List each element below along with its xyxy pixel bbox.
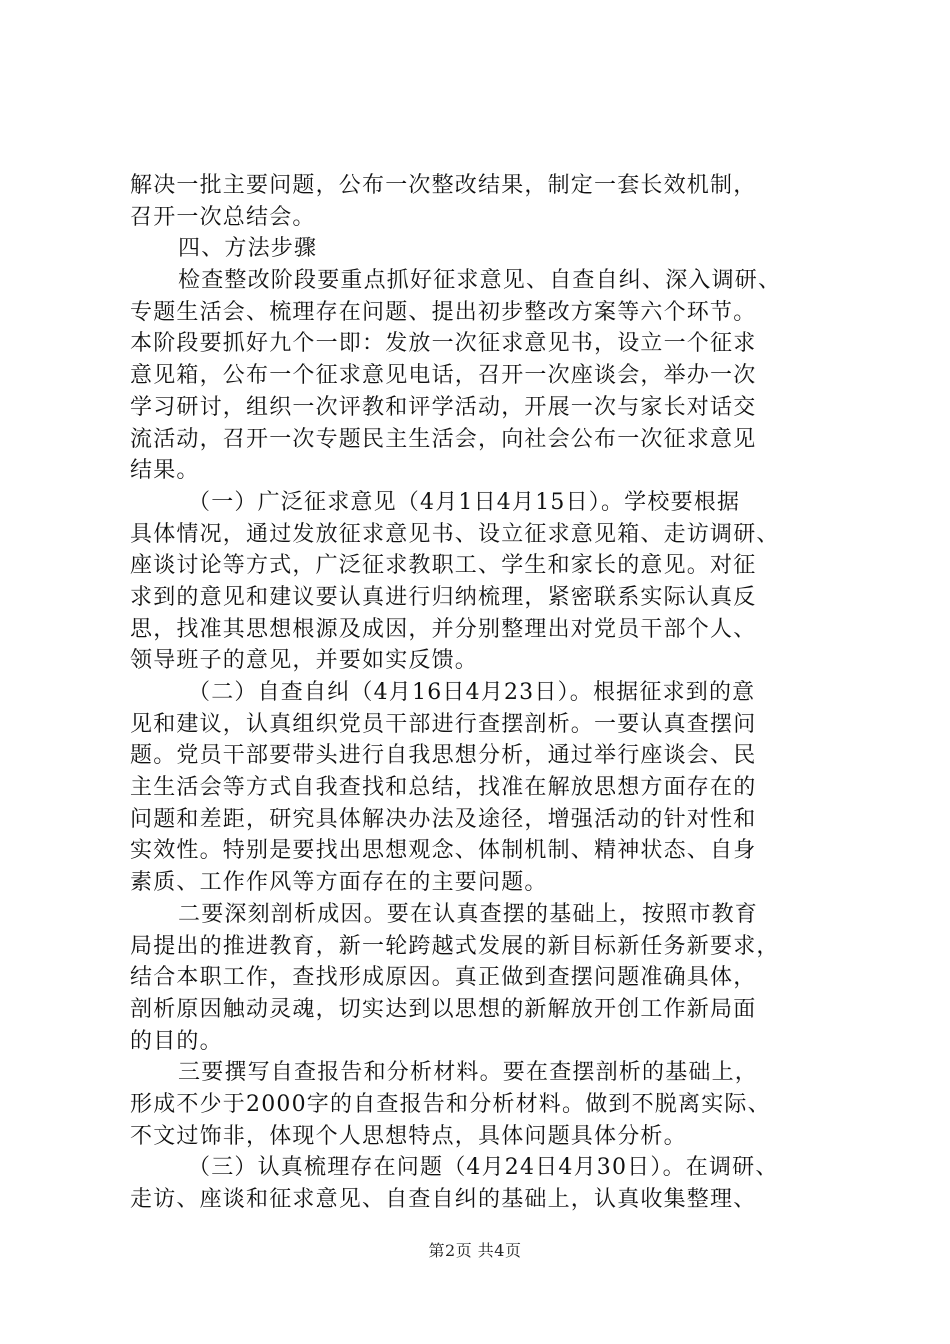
body-line: 思，找准其思想根源及成因，并分别整理出对党员干部个人、 <box>130 616 757 642</box>
body-line: 主生活会等方式自我查找和总结，找准在解放思想方面存在的 <box>130 775 757 801</box>
body-line: 意见箱，公布一个征求意见电话，召开一次座谈会，举办一次 <box>130 363 757 389</box>
body-line: 走访、座谈和征求意见、自查自纠的基础上，认真收集整理、 <box>130 1187 757 1212</box>
body-line: 二要深刻剖析成因。要在认真查摆的基础上，按照市教育 <box>178 901 759 927</box>
body-line: 结合本职工作，查找形成原因。真正做到查摆问题准确具体， <box>130 965 757 991</box>
body-line: 本阶段要抓好九个一即：发放一次征求意见书，设立一个征求 <box>130 331 757 357</box>
body-line: 问题和差距，研究具体解决办法及途径，增强活动的针对性和 <box>130 806 757 832</box>
body-line: 解决一批主要问题，公布一次整改结果，制定一套长效机制， <box>130 173 757 198</box>
subsection-line: （三）认真梳理存在问题（4月24日4月30日）。在调研、 <box>188 1155 779 1181</box>
body-line: 结果。 <box>130 458 200 484</box>
body-line: 题。党员干部要带头进行自我思想分析，通过举行座谈会、民 <box>130 743 757 769</box>
section-heading: 四、方法步骤 <box>178 236 318 262</box>
body-line: 专题生活会、梳理存在问题、提出初步整改方案等六个环节。 <box>130 299 757 325</box>
subsection-line: （一）广泛征求意见（4月1日4月15日）。学校要根据 <box>188 489 741 515</box>
body-line: 求到的意见和建议要认真进行归纳梳理，紧密联系实际认真反 <box>130 584 757 610</box>
body-line: 召开一次总结会。 <box>130 204 316 230</box>
body-line: 的目的。 <box>130 1028 223 1054</box>
page-footer: 第2页 共4页 <box>428 1241 522 1260</box>
body-line: 流活动，召开一次专题民主生活会，向社会公布一次征求意见 <box>130 426 757 452</box>
document-body <box>130 170 830 1216</box>
body-line: 具体情况，通过发放征求意见书、设立征求意见箱、走访调研、 <box>130 521 780 547</box>
body-line: 检查整改阶段要重点抓好征求意见、自查自纠、深入调研、 <box>178 268 782 294</box>
body-line: 学习研讨，组织一次评教和评学活动，开展一次与家长对话交 <box>130 394 757 420</box>
body-line: 不文过饰非，体现个人思想特点，具体问题具体分析。 <box>130 1123 687 1149</box>
body-line: 素质、工作作风等方面存在的主要问题。 <box>130 870 548 896</box>
body-line: 座谈讨论等方式，广泛征求教职工、学生和家长的意见。对征 <box>130 553 757 579</box>
body-line: 实效性。特别是要找出思想观念、体制机制、精神状态、自身 <box>130 838 757 864</box>
body-line: 见和建议，认真组织党员干部进行查摆剖析。一要认真查摆问 <box>130 711 757 737</box>
body-line: 形成不少于2000字的自查报告和分析材料。做到不脱离实际、 <box>130 1091 771 1117</box>
body-line: 剖析原因触动灵魂，切实达到以思想的新解放开创工作新局面 <box>130 996 757 1022</box>
subsection-line: （二）自查自纠（4月16日4月23日）。根据征求到的意 <box>188 680 756 705</box>
body-line: 领导班子的意见，并要如实反馈。 <box>130 648 479 674</box>
body-line: 局提出的推进教育，新一轮跨越式发展的新目标新任务新要求， <box>130 933 780 959</box>
body-line: 三要撰写自查报告和分析材料。要在查摆剖析的基础上， <box>178 1060 759 1086</box>
